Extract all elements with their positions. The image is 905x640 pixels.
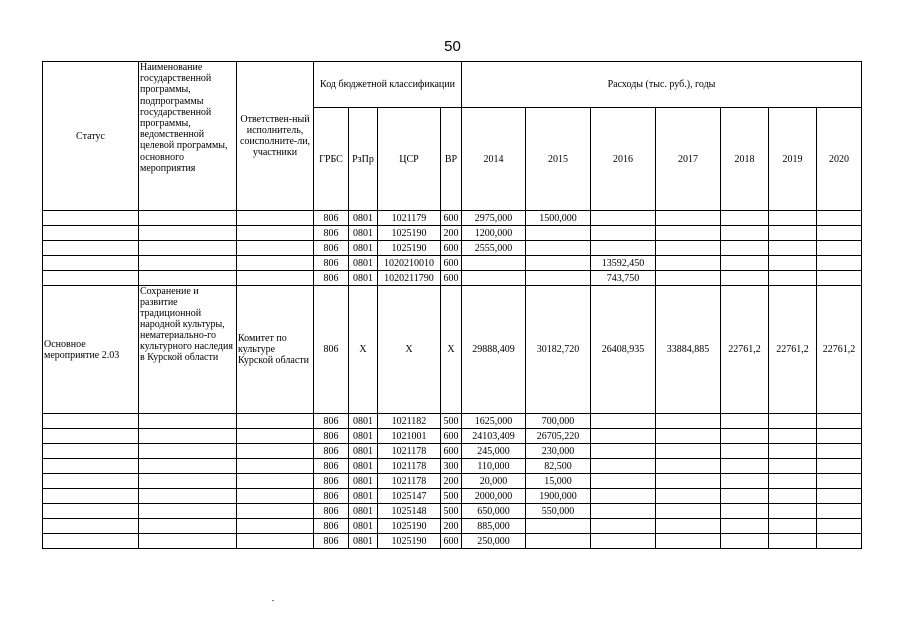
- csr-cell: 1025190: [378, 241, 441, 256]
- executor-cell: [237, 534, 314, 549]
- csr-cell: 1025190: [378, 519, 441, 534]
- value-cell: [721, 489, 769, 504]
- status-cell: [43, 504, 139, 519]
- status-cell: [43, 444, 139, 459]
- vr-cell: 600: [441, 241, 462, 256]
- value-cell: [769, 429, 817, 444]
- vr-cell: 600: [441, 271, 462, 286]
- value-cell: [817, 459, 862, 474]
- value-cell: [591, 459, 656, 474]
- csr-cell: 1021001: [378, 429, 441, 444]
- executor-cell: [237, 211, 314, 226]
- status-cell: [43, 271, 139, 286]
- value-cell: 110,000: [462, 459, 526, 474]
- name-cell: [139, 414, 237, 429]
- executor-cell: [237, 474, 314, 489]
- status-cell: [43, 459, 139, 474]
- value-cell: [591, 429, 656, 444]
- name-cell: [139, 519, 237, 534]
- header-budget-code: Код бюджетной классификации: [314, 62, 462, 108]
- table-row: [43, 474, 862, 489]
- value-cell: [721, 414, 769, 429]
- status-cell: [43, 429, 139, 444]
- value-cell: [721, 474, 769, 489]
- value-cell: 24103,409: [462, 429, 526, 444]
- status-cell: [43, 241, 139, 256]
- csr-cell: 1025190: [378, 226, 441, 241]
- rzpr-cell: 0801: [349, 489, 378, 504]
- name-cell: [139, 429, 237, 444]
- grbs-cell: 806: [314, 534, 349, 549]
- table-row: [43, 504, 862, 519]
- value-cell: [721, 226, 769, 241]
- csr-cell: Х: [378, 286, 441, 414]
- value-cell: [656, 489, 721, 504]
- header-vr: ВР: [441, 108, 462, 211]
- value-cell: 22761,2: [817, 286, 862, 414]
- vr-cell: 600: [441, 256, 462, 271]
- status-cell: [43, 211, 139, 226]
- value-cell: [591, 534, 656, 549]
- header-name: Наименование государственной программы, подпрограммы государственной программы, ведомственной целевой программы, основного мероприятия: [139, 62, 237, 211]
- value-cell: 550,000: [526, 504, 591, 519]
- value-cell: [656, 414, 721, 429]
- csr-cell: 1025148: [378, 504, 441, 519]
- header-rzpr: РзПр: [349, 108, 378, 211]
- scan-mark: [272, 600, 274, 601]
- csr-cell: 1021178: [378, 474, 441, 489]
- value-cell: [591, 226, 656, 241]
- status-cell: [43, 489, 139, 504]
- table-row: [43, 226, 862, 241]
- value-cell: [769, 474, 817, 489]
- budget-table: [42, 61, 862, 549]
- rzpr-cell: 0801: [349, 504, 378, 519]
- value-cell: [817, 474, 862, 489]
- value-cell: [721, 444, 769, 459]
- value-cell: [591, 414, 656, 429]
- grbs-cell: 806: [314, 286, 349, 414]
- value-cell: [817, 414, 862, 429]
- grbs-cell: 806: [314, 519, 349, 534]
- value-cell: [526, 519, 591, 534]
- name-cell: [139, 474, 237, 489]
- value-cell: [817, 519, 862, 534]
- value-cell: [769, 241, 817, 256]
- value-cell: [656, 459, 721, 474]
- name-cell: [139, 271, 237, 286]
- header-year-2015: 2015: [526, 108, 591, 211]
- value-cell: 29888,409: [462, 286, 526, 414]
- value-cell: [721, 241, 769, 256]
- value-cell: [817, 211, 862, 226]
- header-csr: ЦСР: [378, 108, 441, 211]
- grbs-cell: 806: [314, 444, 349, 459]
- value-cell: [721, 534, 769, 549]
- page-number: 50: [444, 38, 461, 55]
- value-cell: [817, 489, 862, 504]
- value-cell: 250,000: [462, 534, 526, 549]
- csr-cell: 1025190: [378, 534, 441, 549]
- rzpr-cell: 0801: [349, 211, 378, 226]
- table-row: [43, 429, 862, 444]
- rzpr-cell: 0801: [349, 241, 378, 256]
- value-cell: [656, 429, 721, 444]
- value-cell: [721, 211, 769, 226]
- value-cell: [656, 241, 721, 256]
- value-cell: [591, 489, 656, 504]
- grbs-cell: 806: [314, 256, 349, 271]
- value-cell: 743,750: [591, 271, 656, 286]
- value-cell: [769, 504, 817, 519]
- table-row: [43, 271, 862, 286]
- value-cell: 22761,2: [721, 286, 769, 414]
- value-cell: 230,000: [526, 444, 591, 459]
- name-cell: [139, 226, 237, 241]
- status-cell: Основное мероприятие 2.03: [43, 286, 139, 414]
- csr-cell: 1020211790: [378, 271, 441, 286]
- header-year-2016: 2016: [591, 108, 656, 211]
- name-cell: [139, 534, 237, 549]
- status-cell: [43, 474, 139, 489]
- header-status: Статус: [43, 62, 139, 211]
- value-cell: [769, 211, 817, 226]
- rzpr-cell: 0801: [349, 519, 378, 534]
- csr-cell: 1021178: [378, 459, 441, 474]
- table-row: [43, 414, 862, 429]
- value-cell: 885,000: [462, 519, 526, 534]
- name-cell: [139, 241, 237, 256]
- table-row: [43, 519, 862, 534]
- table-row: [43, 459, 862, 474]
- rzpr-cell: 0801: [349, 271, 378, 286]
- value-cell: [656, 534, 721, 549]
- value-cell: 2975,000: [462, 211, 526, 226]
- name-cell: [139, 459, 237, 474]
- table-row: [43, 241, 862, 256]
- value-cell: [591, 504, 656, 519]
- value-cell: [462, 271, 526, 286]
- grbs-cell: 806: [314, 429, 349, 444]
- vr-cell: 600: [441, 211, 462, 226]
- table-body: [43, 62, 862, 549]
- value-cell: [817, 256, 862, 271]
- value-cell: [817, 504, 862, 519]
- value-cell: 82,500: [526, 459, 591, 474]
- header-year-2018: 2018: [721, 108, 769, 211]
- value-cell: [526, 226, 591, 241]
- value-cell: [656, 444, 721, 459]
- value-cell: 20,000: [462, 474, 526, 489]
- value-cell: 1500,000: [526, 211, 591, 226]
- vr-cell: 600: [441, 534, 462, 549]
- table-row: [43, 444, 862, 459]
- vr-cell: 600: [441, 429, 462, 444]
- rzpr-cell: Х: [349, 286, 378, 414]
- name-cell: [139, 256, 237, 271]
- grbs-cell: 806: [314, 489, 349, 504]
- activity-name-cell: Сохранение и развитие традиционной народной культуры, нематериально-го культурного наследия в Курской области: [139, 286, 237, 414]
- value-cell: 26408,935: [591, 286, 656, 414]
- status-cell: [43, 226, 139, 241]
- executor-cell: [237, 226, 314, 241]
- value-cell: [769, 459, 817, 474]
- value-cell: [591, 474, 656, 489]
- name-cell: [139, 489, 237, 504]
- status-cell: [43, 534, 139, 549]
- executor-cell: Комитет по культуре Курской области: [237, 286, 314, 414]
- value-cell: 2000,000: [462, 489, 526, 504]
- value-cell: [721, 429, 769, 444]
- grbs-cell: 806: [314, 504, 349, 519]
- value-cell: 26705,220: [526, 429, 591, 444]
- vr-cell: 500: [441, 414, 462, 429]
- header-year-2017: 2017: [656, 108, 721, 211]
- value-cell: 33884,885: [656, 286, 721, 414]
- rzpr-cell: 0801: [349, 226, 378, 241]
- table-row: [43, 211, 862, 226]
- value-cell: [526, 241, 591, 256]
- value-cell: 2555,000: [462, 241, 526, 256]
- value-cell: [769, 489, 817, 504]
- value-cell: [817, 444, 862, 459]
- executor-cell: [237, 489, 314, 504]
- value-cell: [462, 256, 526, 271]
- executor-cell: [237, 271, 314, 286]
- value-cell: [721, 459, 769, 474]
- header-expenses: Расходы (тыс. руб.), годы: [462, 62, 862, 108]
- header-row-1: [43, 62, 862, 108]
- table-row: [43, 534, 862, 549]
- value-cell: 245,000: [462, 444, 526, 459]
- value-cell: [656, 211, 721, 226]
- value-cell: [769, 414, 817, 429]
- value-cell: [817, 226, 862, 241]
- header-year-2014: 2014: [462, 108, 526, 211]
- value-cell: 1200,000: [462, 226, 526, 241]
- executor-cell: [237, 256, 314, 271]
- executor-cell: [237, 429, 314, 444]
- name-cell: [139, 444, 237, 459]
- grbs-cell: 806: [314, 211, 349, 226]
- executor-cell: [237, 519, 314, 534]
- status-cell: [43, 256, 139, 271]
- rzpr-cell: 0801: [349, 474, 378, 489]
- executor-cell: [237, 241, 314, 256]
- executor-cell: [237, 414, 314, 429]
- vr-cell: 200: [441, 519, 462, 534]
- header-executor: Ответствен-ный исполнитель, соисполните-ли, участники: [237, 62, 314, 211]
- grbs-cell: 806: [314, 474, 349, 489]
- value-cell: [656, 519, 721, 534]
- value-cell: 15,000: [526, 474, 591, 489]
- value-cell: [656, 271, 721, 286]
- csr-cell: 1021182: [378, 414, 441, 429]
- grbs-cell: 806: [314, 226, 349, 241]
- grbs-cell: 806: [314, 459, 349, 474]
- rzpr-cell: 0801: [349, 429, 378, 444]
- value-cell: 13592,450: [591, 256, 656, 271]
- value-cell: [656, 256, 721, 271]
- value-cell: 1625,000: [462, 414, 526, 429]
- vr-cell: Х: [441, 286, 462, 414]
- grbs-cell: 806: [314, 271, 349, 286]
- value-cell: [769, 271, 817, 286]
- vr-cell: 500: [441, 504, 462, 519]
- rzpr-cell: 0801: [349, 459, 378, 474]
- value-cell: [721, 519, 769, 534]
- value-cell: 30182,720: [526, 286, 591, 414]
- value-cell: [721, 504, 769, 519]
- budget-table-wrapper: [42, 61, 862, 549]
- header-year-2020: 2020: [817, 108, 862, 211]
- value-cell: [817, 241, 862, 256]
- value-cell: [817, 429, 862, 444]
- value-cell: [769, 226, 817, 241]
- value-cell: [721, 256, 769, 271]
- csr-cell: 1020210010: [378, 256, 441, 271]
- csr-cell: 1021179: [378, 211, 441, 226]
- value-cell: [817, 271, 862, 286]
- value-cell: [526, 256, 591, 271]
- vr-cell: 300: [441, 459, 462, 474]
- value-cell: [591, 444, 656, 459]
- value-cell: 22761,2: [769, 286, 817, 414]
- main-activity-row: [43, 286, 862, 414]
- header-year-2019: 2019: [769, 108, 817, 211]
- status-cell: [43, 414, 139, 429]
- rzpr-cell: 0801: [349, 414, 378, 429]
- value-cell: [769, 256, 817, 271]
- name-cell: [139, 504, 237, 519]
- name-cell: [139, 211, 237, 226]
- grbs-cell: 806: [314, 241, 349, 256]
- value-cell: [591, 241, 656, 256]
- rzpr-cell: 0801: [349, 444, 378, 459]
- value-cell: [817, 534, 862, 549]
- csr-cell: 1021178: [378, 444, 441, 459]
- value-cell: [769, 534, 817, 549]
- header-grbs: ГРБС: [314, 108, 349, 211]
- value-cell: [769, 444, 817, 459]
- value-cell: 700,000: [526, 414, 591, 429]
- executor-cell: [237, 504, 314, 519]
- vr-cell: 500: [441, 489, 462, 504]
- value-cell: [721, 271, 769, 286]
- value-cell: [769, 519, 817, 534]
- value-cell: [526, 534, 591, 549]
- rzpr-cell: 0801: [349, 534, 378, 549]
- table-row: [43, 489, 862, 504]
- value-cell: [526, 271, 591, 286]
- vr-cell: 200: [441, 474, 462, 489]
- value-cell: 650,000: [462, 504, 526, 519]
- table-row: [43, 256, 862, 271]
- value-cell: [591, 519, 656, 534]
- csr-cell: 1025147: [378, 489, 441, 504]
- executor-cell: [237, 444, 314, 459]
- rzpr-cell: 0801: [349, 256, 378, 271]
- value-cell: [591, 211, 656, 226]
- vr-cell: 600: [441, 444, 462, 459]
- grbs-cell: 806: [314, 414, 349, 429]
- value-cell: [656, 504, 721, 519]
- value-cell: [656, 226, 721, 241]
- executor-cell: [237, 459, 314, 474]
- status-cell: [43, 519, 139, 534]
- vr-cell: 200: [441, 226, 462, 241]
- value-cell: [656, 474, 721, 489]
- value-cell: 1900,000: [526, 489, 591, 504]
